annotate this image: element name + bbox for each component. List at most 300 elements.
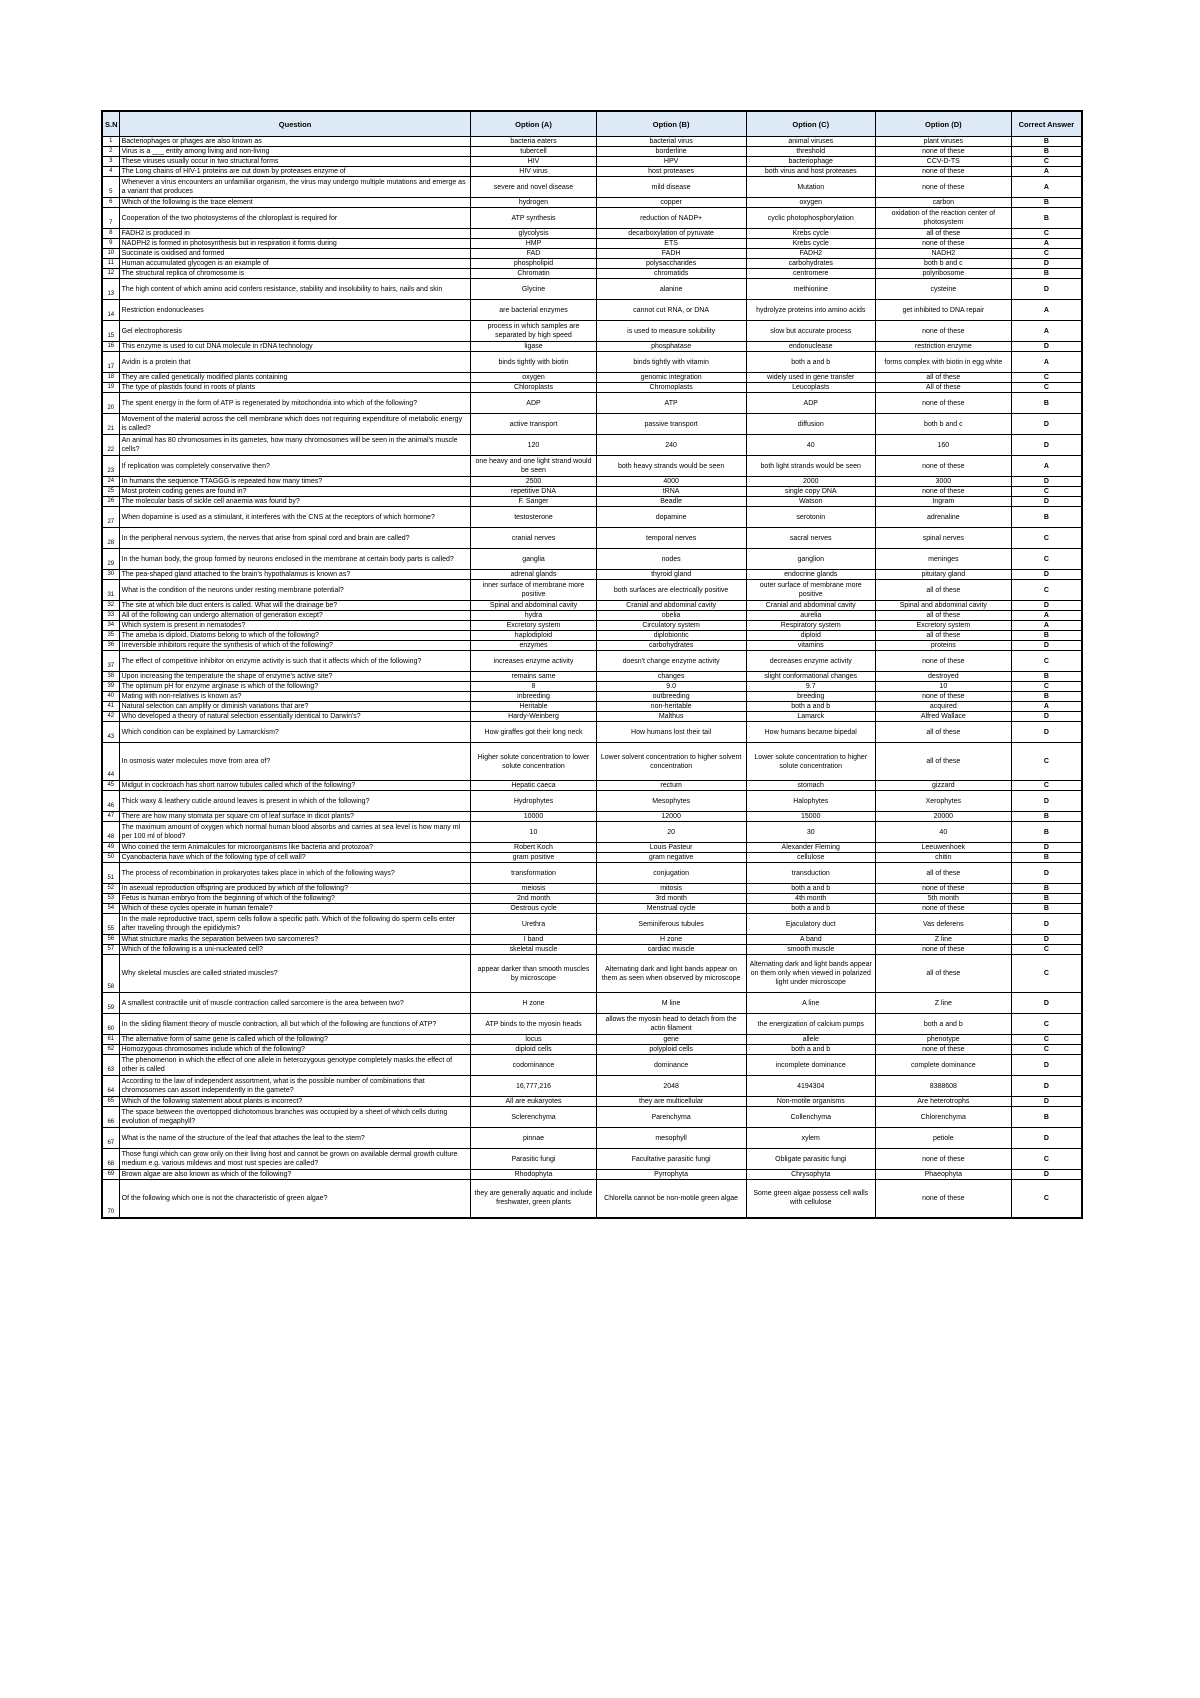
row-option-b: changes	[596, 672, 746, 682]
row-option-b: temporal nerves	[596, 528, 746, 549]
row-option-c: both a and b	[746, 702, 875, 712]
row-question: Which condition can be explained by Lamarckism?	[119, 722, 471, 743]
row-option-b: tRNA	[596, 487, 746, 497]
row-option-a: FAD	[471, 249, 596, 259]
row-question: Homozygous chromosomes include which of the following?	[119, 1045, 471, 1055]
row-sn: 69	[102, 1170, 119, 1180]
row-option-d: all of these	[875, 743, 1011, 781]
row-option-a: Rhodophyta	[471, 1170, 596, 1180]
row-option-b: Malthus	[596, 712, 746, 722]
table-row	[102, 549, 1082, 570]
row-option-a: Spinal and abdominal cavity	[471, 601, 596, 611]
row-option-a: HIV	[471, 157, 596, 167]
row-option-d: chitin	[875, 853, 1011, 863]
row-option-c: sacral nerves	[746, 528, 875, 549]
row-sn: 56	[102, 935, 119, 945]
row-option-c: Lamarck	[746, 712, 875, 722]
row-sn: 51	[102, 863, 119, 884]
row-option-b: Alternating dark and light bands appear on them as seen when observed by microscope	[596, 955, 746, 993]
row-question: The maximum amount of oxygen which normal human blood absorbs and carries at sea level is how many ml per 100 ml of blood?	[119, 822, 471, 843]
row-correct-answer: D	[1011, 843, 1082, 853]
row-option-a: All are eukaryotes	[471, 1097, 596, 1107]
row-option-d: all of these	[875, 863, 1011, 884]
row-option-d: oxidation of the reaction center of photosystem	[875, 208, 1011, 229]
row-option-c: Cranial and abdominal cavity	[746, 601, 875, 611]
table-row	[102, 712, 1082, 722]
row-sn: 45	[102, 781, 119, 791]
row-option-b: chromatids	[596, 269, 746, 279]
row-correct-answer: D	[1011, 1055, 1082, 1076]
row-sn: 50	[102, 853, 119, 863]
row-option-b: Lower solvent concentration to higher solvent concentration	[596, 743, 746, 781]
row-sn: 22	[102, 435, 119, 456]
row-option-d: Z line	[875, 993, 1011, 1014]
row-option-d: plant viruses	[875, 137, 1011, 147]
row-option-d: cysteine	[875, 279, 1011, 300]
table-row	[102, 259, 1082, 269]
header-row	[102, 111, 1082, 137]
row-option-a: Higher solute concentration to lower solute concentration	[471, 743, 596, 781]
row-option-c: slight conformational changes	[746, 672, 875, 682]
row-option-a: 10000	[471, 812, 596, 822]
row-option-c: Watson	[746, 497, 875, 507]
row-option-b: Beadle	[596, 497, 746, 507]
row-question: The effect of competitive inhibitor on enzyme activity is such that it affects which of the following?	[119, 651, 471, 672]
row-sn: 24	[102, 477, 119, 487]
row-correct-answer: B	[1011, 822, 1082, 843]
row-question: In osmosis water molecules move from area of?	[119, 743, 471, 781]
row-option-d: none of these	[875, 1045, 1011, 1055]
row-sn: 17	[102, 352, 119, 373]
row-question: These viruses usually occur in two structural forms	[119, 157, 471, 167]
row-option-d: Excretory system	[875, 621, 1011, 631]
row-question: This enzyme is used to cut DNA molecule in rDNA technology	[119, 342, 471, 352]
row-sn: 46	[102, 791, 119, 812]
row-sn: 27	[102, 507, 119, 528]
row-option-d: Leeuwenhoek	[875, 843, 1011, 853]
row-question: Virus is a ___ entity among living and non-living	[119, 147, 471, 157]
row-option-d: phenotype	[875, 1035, 1011, 1045]
row-option-a: hydrogen	[471, 198, 596, 208]
table-row	[102, 935, 1082, 945]
table-row	[102, 651, 1082, 672]
header-option-b: Option (B)	[596, 111, 746, 137]
row-question: The alternative form of same gene is called which of the following?	[119, 1035, 471, 1045]
row-option-a: ligase	[471, 342, 596, 352]
table-row	[102, 812, 1082, 822]
row-sn: 66	[102, 1107, 119, 1128]
row-option-b: gram negative	[596, 853, 746, 863]
row-option-d: Chlorenchyma	[875, 1107, 1011, 1128]
row-correct-answer: D	[1011, 863, 1082, 884]
row-sn: 8	[102, 229, 119, 239]
row-option-a: diploid cells	[471, 1045, 596, 1055]
row-option-b: bacterial virus	[596, 137, 746, 147]
row-option-b: FADH	[596, 249, 746, 259]
row-option-b: copper	[596, 198, 746, 208]
row-option-a: 16,777,216	[471, 1076, 596, 1097]
row-sn: 30	[102, 570, 119, 580]
table-row	[102, 692, 1082, 702]
row-option-d: none of these	[875, 487, 1011, 497]
row-correct-answer: D	[1011, 435, 1082, 456]
table-row	[102, 853, 1082, 863]
row-question: Fetus is human embryo from the beginning of which of the following?	[119, 894, 471, 904]
row-question: Succinate is oxidised and formed	[119, 249, 471, 259]
row-option-c: Krebs cycle	[746, 239, 875, 249]
row-option-c: slow but accurate process	[746, 321, 875, 342]
row-correct-answer: A	[1011, 352, 1082, 373]
table-row	[102, 279, 1082, 300]
row-option-c: aurelia	[746, 611, 875, 621]
row-correct-answer: C	[1011, 157, 1082, 167]
row-option-c: 9.7	[746, 682, 875, 692]
row-correct-answer: C	[1011, 1035, 1082, 1045]
row-question: In the male reproductive tract, sperm cells follow a specific path. Which of the following do sperm cells enter after traveling through the epididymis?	[119, 914, 471, 935]
row-option-d: none of these	[875, 692, 1011, 702]
row-question: Movement of the material across the cell membrane which does not requiring expenditure of metabolic energy is called?	[119, 414, 471, 435]
row-option-c: 4th month	[746, 894, 875, 904]
row-option-d: all of these	[875, 631, 1011, 641]
row-question: The high content of which amino acid confers resistance, stability and insolubility to hairs, nails and skin	[119, 279, 471, 300]
row-option-d: NADH2	[875, 249, 1011, 259]
row-option-d: all of these	[875, 955, 1011, 993]
row-option-b: H zone	[596, 935, 746, 945]
row-correct-answer: D	[1011, 1076, 1082, 1097]
row-option-c: How humans became bipedal	[746, 722, 875, 743]
row-option-d: all of these	[875, 611, 1011, 621]
table-row	[102, 249, 1082, 259]
row-option-c: 40	[746, 435, 875, 456]
table-row	[102, 177, 1082, 198]
table-row	[102, 722, 1082, 743]
row-correct-answer: C	[1011, 945, 1082, 955]
row-correct-answer: D	[1011, 601, 1082, 611]
row-option-c: Obligate parasitic fungi	[746, 1149, 875, 1170]
table-row	[102, 1055, 1082, 1076]
table-row	[102, 611, 1082, 621]
row-sn: 38	[102, 672, 119, 682]
row-option-a: appear darker than smooth muscles by microscope	[471, 955, 596, 993]
row-question: Most protein coding genes are found in?	[119, 487, 471, 497]
row-question: Of the following which one is not the characteristic of green algae?	[119, 1180, 471, 1218]
table-row	[102, 672, 1082, 682]
row-question: The space between the overtopped dichotomous branches was occupied by a sheet of which cells during evolution of megaphyll?	[119, 1107, 471, 1128]
row-option-d: both a and b	[875, 1014, 1011, 1035]
row-option-d: meninges	[875, 549, 1011, 570]
row-question: Those fungi which can grow only on their living host and cannot be grown on available dermal growth culture medium e.g. various mildews and most rust species are called?	[119, 1149, 471, 1170]
row-question: Which of these cycles operate in human female?	[119, 904, 471, 914]
row-correct-answer: B	[1011, 894, 1082, 904]
row-option-b: host proteases	[596, 167, 746, 177]
row-option-b: mesophyll	[596, 1128, 746, 1149]
row-question: A smallest contractile unit of muscle contraction called sarcomere is the area between two?	[119, 993, 471, 1014]
row-sn: 43	[102, 722, 119, 743]
table-row	[102, 1149, 1082, 1170]
row-correct-answer: C	[1011, 373, 1082, 383]
row-question: The site at which bile duct enters is called. What will the drainage be?	[119, 601, 471, 611]
row-question: In the peripheral nervous system, the nerves that arise from spinal cord and brain are called?	[119, 528, 471, 549]
row-option-a: hydra	[471, 611, 596, 621]
row-option-a: Excretory system	[471, 621, 596, 631]
row-option-d: all of these	[875, 580, 1011, 601]
row-question: Which of the following statement about plants is incorrect?	[119, 1097, 471, 1107]
row-option-b: cannot cut RNA, or DNA	[596, 300, 746, 321]
row-option-c: both a and b	[746, 884, 875, 894]
table-row	[102, 137, 1082, 147]
row-option-d: none of these	[875, 904, 1011, 914]
row-sn: 54	[102, 904, 119, 914]
row-option-d: none of these	[875, 239, 1011, 249]
row-option-b: M line	[596, 993, 746, 1014]
row-option-c: both virus and host proteases	[746, 167, 875, 177]
row-correct-answer: D	[1011, 1170, 1082, 1180]
row-option-d: petiole	[875, 1128, 1011, 1149]
row-option-d: 10	[875, 682, 1011, 692]
row-sn: 34	[102, 621, 119, 631]
row-sn: 67	[102, 1128, 119, 1149]
row-correct-answer: B	[1011, 137, 1082, 147]
row-option-b: polyploid cells	[596, 1045, 746, 1055]
row-option-c: ganglion	[746, 549, 875, 570]
row-option-a: HIV virus	[471, 167, 596, 177]
table-row	[102, 157, 1082, 167]
row-question: Upon increasing the temperature the shape of enzyme's active site?	[119, 672, 471, 682]
row-question: Cyanobacteria have which of the following type of cell wall?	[119, 853, 471, 863]
row-option-d: carbon	[875, 198, 1011, 208]
row-question: Bacteriophages or phages are also known as	[119, 137, 471, 147]
row-option-d: 5th month	[875, 894, 1011, 904]
row-question: Mating with non-relatives is known as?	[119, 692, 471, 702]
table-row	[102, 781, 1082, 791]
row-option-a: locus	[471, 1035, 596, 1045]
row-option-c: smooth muscle	[746, 945, 875, 955]
row-option-a: tubercell	[471, 147, 596, 157]
row-question: The phenomenon in which the effect of one allele in heterozygous genotype completely masks the effect of other is called	[119, 1055, 471, 1076]
row-sn: 7	[102, 208, 119, 229]
row-correct-answer: C	[1011, 1180, 1082, 1218]
row-sn: 12	[102, 269, 119, 279]
row-option-d: pituitary gland	[875, 570, 1011, 580]
row-sn: 3	[102, 157, 119, 167]
row-sn: 29	[102, 549, 119, 570]
row-option-d: none of these	[875, 321, 1011, 342]
row-correct-answer: B	[1011, 853, 1082, 863]
table-row	[102, 1045, 1082, 1055]
row-correct-answer: D	[1011, 570, 1082, 580]
row-correct-answer: C	[1011, 528, 1082, 549]
row-option-b: Menstrual cycle	[596, 904, 746, 914]
row-sn: 64	[102, 1076, 119, 1097]
row-option-b: mild disease	[596, 177, 746, 198]
row-question: What is the condition of the neurons under resting membrane potential?	[119, 580, 471, 601]
row-correct-answer: B	[1011, 393, 1082, 414]
row-option-d: none of these	[875, 945, 1011, 955]
row-option-c: FADH2	[746, 249, 875, 259]
table-row	[102, 641, 1082, 651]
row-correct-answer: C	[1011, 229, 1082, 239]
row-question: Which of the following is the trace element	[119, 198, 471, 208]
row-option-a: Chloroplasts	[471, 383, 596, 393]
row-question: Who developed a theory of natural selection essentially identical to Darwin's?	[119, 712, 471, 722]
row-option-b: borderline	[596, 147, 746, 157]
row-question: Avidin is a protein that	[119, 352, 471, 373]
row-option-c: cyclic photophosphorylation	[746, 208, 875, 229]
row-option-a: enzymes	[471, 641, 596, 651]
row-option-d: Xerophytes	[875, 791, 1011, 812]
row-option-c: Chrysophyta	[746, 1170, 875, 1180]
row-option-a: Hepatic caeca	[471, 781, 596, 791]
row-option-a: 10	[471, 822, 596, 843]
row-option-c: transduction	[746, 863, 875, 884]
row-sn: 57	[102, 945, 119, 955]
row-correct-answer: D	[1011, 935, 1082, 945]
row-option-c: Alternating dark and light bands appear on them only when viewed in polarized light under microscope	[746, 955, 875, 993]
row-correct-answer: A	[1011, 321, 1082, 342]
row-correct-answer: D	[1011, 712, 1082, 722]
row-correct-answer: C	[1011, 383, 1082, 393]
row-correct-answer: C	[1011, 651, 1082, 672]
row-correct-answer: A	[1011, 456, 1082, 477]
row-option-a: transformation	[471, 863, 596, 884]
row-question: An animal has 80 chromosomes in its gametes, how many chromosomes will be seen in the animal's muscle cells?	[119, 435, 471, 456]
row-option-c: Collenchyma	[746, 1107, 875, 1128]
row-option-d: none of these	[875, 177, 1011, 198]
header-sn: S.N	[102, 111, 119, 137]
row-option-c: Halophytes	[746, 791, 875, 812]
row-option-a: glycolysis	[471, 229, 596, 239]
table-row	[102, 955, 1082, 993]
row-question: Why skeletal muscles are called striated muscles?	[119, 955, 471, 993]
row-correct-answer: C	[1011, 1045, 1082, 1055]
row-question: FADH2 is produced in	[119, 229, 471, 239]
table-row	[102, 914, 1082, 935]
row-option-d: get inhibited to DNA repair	[875, 300, 1011, 321]
row-sn: 47	[102, 812, 119, 822]
row-option-c: diffusion	[746, 414, 875, 435]
row-option-a: testosterone	[471, 507, 596, 528]
row-option-b: is used to measure solubility	[596, 321, 746, 342]
table-row	[102, 884, 1082, 894]
row-correct-answer: C	[1011, 1149, 1082, 1170]
row-option-d: complete dominance	[875, 1055, 1011, 1076]
table-row	[102, 904, 1082, 914]
row-option-c: Ejaculatory duct	[746, 914, 875, 935]
row-sn: 61	[102, 1035, 119, 1045]
row-option-b: ETS	[596, 239, 746, 249]
row-option-a: cranial nerves	[471, 528, 596, 549]
row-option-d: Vas deferens	[875, 914, 1011, 935]
table-row	[102, 822, 1082, 843]
row-option-d: CCV-D-TS	[875, 157, 1011, 167]
row-option-d: Spinal and abdominal cavity	[875, 601, 1011, 611]
row-correct-answer: B	[1011, 672, 1082, 682]
table-row	[102, 1097, 1082, 1107]
row-option-b: thyroid gland	[596, 570, 746, 580]
row-option-b: ATP	[596, 393, 746, 414]
row-correct-answer: B	[1011, 904, 1082, 914]
row-option-c: Leucoplasts	[746, 383, 875, 393]
row-option-a: Hardy-Weinberg	[471, 712, 596, 722]
row-question: The pea-shaped gland attached to the brain's hypothalamus is known as?	[119, 570, 471, 580]
row-correct-answer: B	[1011, 1107, 1082, 1128]
row-option-a: ATP binds to the myosin heads	[471, 1014, 596, 1035]
table-row	[102, 631, 1082, 641]
row-option-b: Chlorella cannot be non-motile green algae	[596, 1180, 746, 1218]
row-option-a: pinnae	[471, 1128, 596, 1149]
mcq-table	[101, 110, 1083, 1219]
row-option-d: Phaeophyta	[875, 1170, 1011, 1180]
row-correct-answer: A	[1011, 621, 1082, 631]
row-sn: 28	[102, 528, 119, 549]
row-option-b: nodes	[596, 549, 746, 570]
row-option-d: 40	[875, 822, 1011, 843]
row-option-d: Alfred Wallace	[875, 712, 1011, 722]
row-question: In asexual reproduction offspring are produced by which of the following?	[119, 884, 471, 894]
row-option-a: Parasitic fungi	[471, 1149, 596, 1170]
row-option-d: none of these	[875, 1149, 1011, 1170]
row-option-b: reduction of NADP+	[596, 208, 746, 229]
table-row	[102, 487, 1082, 497]
row-question: When dopamine is used as a stimulant, it interferes with the CNS at the receptors of which hormone?	[119, 507, 471, 528]
table-row	[102, 208, 1082, 229]
row-sn: 41	[102, 702, 119, 712]
row-option-b: 4000	[596, 477, 746, 487]
row-question: Who coined the term Animalcules for microorganisms like bacteria and protozoa?	[119, 843, 471, 853]
table-row	[102, 383, 1082, 393]
table-row	[102, 456, 1082, 477]
row-option-a: are bacterial enzymes	[471, 300, 596, 321]
row-option-c: breeding	[746, 692, 875, 702]
row-option-a: inner surface of membrane more positive	[471, 580, 596, 601]
table-row	[102, 863, 1082, 884]
row-sn: 4	[102, 167, 119, 177]
row-option-c: threshold	[746, 147, 875, 157]
row-option-c: A line	[746, 993, 875, 1014]
row-option-c: allele	[746, 1035, 875, 1045]
table-row	[102, 477, 1082, 487]
table-row	[102, 945, 1082, 955]
row-question: Gel electrophoresis	[119, 321, 471, 342]
row-option-d: spinal nerves	[875, 528, 1011, 549]
table-row	[102, 497, 1082, 507]
row-question: Brown algae are also known as which of the following?	[119, 1170, 471, 1180]
row-sn: 20	[102, 393, 119, 414]
table-row	[102, 373, 1082, 383]
row-option-c: cellulose	[746, 853, 875, 863]
row-sn: 40	[102, 692, 119, 702]
row-sn: 11	[102, 259, 119, 269]
row-option-b: doesn't change enzyme activity	[596, 651, 746, 672]
header-option-c: Option (C)	[746, 111, 875, 137]
row-option-c: Krebs cycle	[746, 229, 875, 239]
row-option-a: ADP	[471, 393, 596, 414]
row-sn: 1	[102, 137, 119, 147]
row-sn: 25	[102, 487, 119, 497]
row-sn: 2	[102, 147, 119, 157]
row-option-b: conjugation	[596, 863, 746, 884]
row-option-c: endocrine glands	[746, 570, 875, 580]
row-correct-answer: B	[1011, 198, 1082, 208]
header-option-d: Option (D)	[875, 111, 1011, 137]
row-question: In the sliding filament theory of muscle contraction, all but which of the following are functions of ATP?	[119, 1014, 471, 1035]
row-sn: 42	[102, 712, 119, 722]
row-sn: 33	[102, 611, 119, 621]
row-correct-answer: D	[1011, 477, 1082, 487]
row-option-d: none of these	[875, 393, 1011, 414]
row-option-b: dominance	[596, 1055, 746, 1076]
row-option-c: serotonin	[746, 507, 875, 528]
